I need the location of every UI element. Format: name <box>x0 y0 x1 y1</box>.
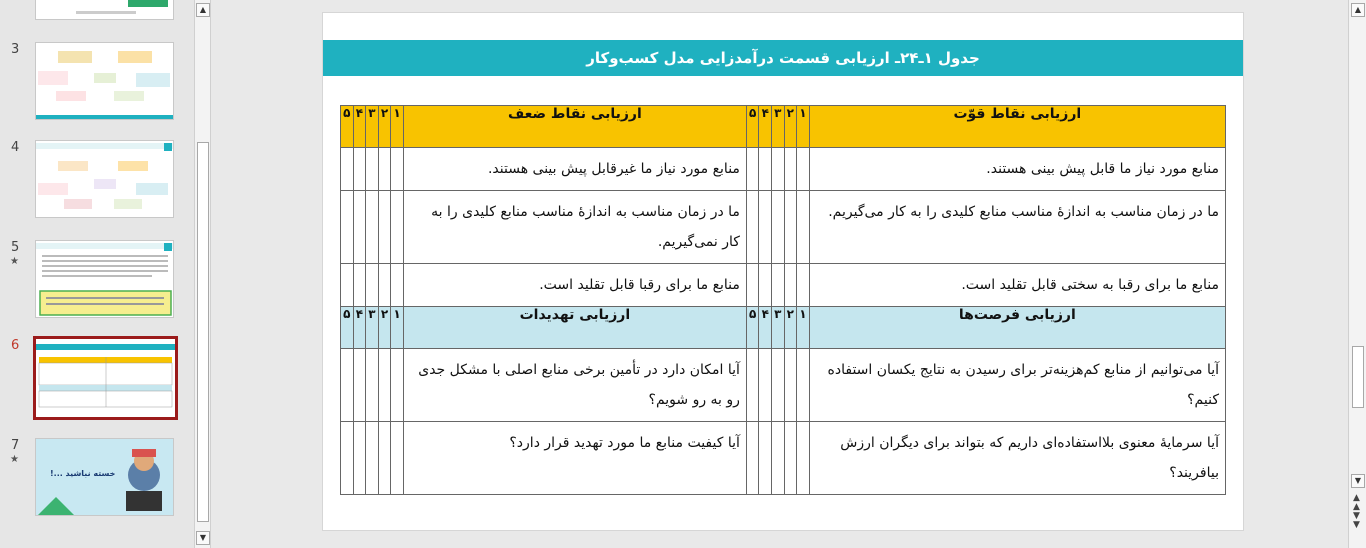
animation-star-icon: ★ <box>10 256 19 267</box>
score-cell[interactable] <box>378 349 391 422</box>
score-label: ۴ <box>353 106 366 148</box>
score-cell[interactable] <box>353 422 366 495</box>
score-cell[interactable] <box>759 422 772 495</box>
thumbnail-number: 5 <box>11 240 20 255</box>
score-cell[interactable] <box>784 349 797 422</box>
score-cell[interactable] <box>341 349 354 422</box>
strength-item: ما در زمان مناسب به اندازۀ مناسب منابع کلیدی را به کار می‌گیریم. <box>809 191 1225 264</box>
score-cell[interactable] <box>353 349 366 422</box>
score-cell[interactable] <box>391 349 404 422</box>
thumbnail-caption: خسته نباشید ...! <box>50 469 116 478</box>
slide-thumbnail-3[interactable] <box>35 42 174 120</box>
score-cell[interactable] <box>772 349 785 422</box>
thumbnail-number: 6 <box>11 338 20 353</box>
score-label: ۳ <box>366 106 379 148</box>
score-cell[interactable] <box>341 422 354 495</box>
score-cell[interactable] <box>391 191 404 264</box>
strength-item: منابع ما برای رقبا به سختی قابل تقلید است. <box>809 264 1225 307</box>
score-cell[interactable] <box>759 349 772 422</box>
table-header-row <box>341 106 1226 148</box>
score-cell[interactable] <box>378 148 391 191</box>
score-cell[interactable] <box>378 191 391 264</box>
scrollbar-thumb[interactable] <box>1352 346 1364 408</box>
score-cell[interactable] <box>353 191 366 264</box>
score-cell[interactable] <box>391 422 404 495</box>
strengths-header: ارزیابی نقاط قوّت <box>809 106 1225 148</box>
score-label: ۱ <box>797 106 810 148</box>
score-cell[interactable] <box>391 148 404 191</box>
strength-item: منابع مورد نیاز ما قابل پیش بینی هستند. <box>809 148 1225 191</box>
score-cell[interactable] <box>366 349 379 422</box>
table-row <box>341 349 1226 422</box>
slide-thumbnail-6-selected[interactable] <box>33 336 178 420</box>
scroll-up-button[interactable]: ▲ <box>196 3 210 17</box>
animation-star-icon: ★ <box>10 454 19 465</box>
opportunities-header: ارزیابی فرصت‌ها <box>809 307 1225 349</box>
next-slide-icon[interactable]: ▼ ▼ <box>1353 511 1360 530</box>
table-row <box>341 264 1226 307</box>
score-cell[interactable] <box>353 148 366 191</box>
slide-thumbnail-4[interactable] <box>35 140 174 218</box>
table-row <box>341 422 1226 495</box>
slide-title: جدول ۱ـ۲۴ـ ارزیابی قسمت درآمدزایی مدل کسب‌وکار <box>323 40 1243 76</box>
score-label: ۲ <box>378 106 391 148</box>
slide-thumbnail-7[interactable] <box>35 438 174 516</box>
score-label: ۱ <box>391 106 404 148</box>
score-cell[interactable] <box>772 148 785 191</box>
score-label: ۴ <box>759 106 772 148</box>
score-cell[interactable] <box>759 191 772 264</box>
table-header-row <box>341 307 1226 349</box>
threat-item: آیا کیفیت منابع ما مورد تهدید قرار دارد؟ <box>403 422 746 495</box>
score-cell[interactable] <box>746 191 759 264</box>
score-cell[interactable] <box>772 191 785 264</box>
score-cell[interactable] <box>784 148 797 191</box>
score-label: ۳ <box>772 307 785 349</box>
score-cell[interactable] <box>746 264 759 307</box>
slide-canvas[interactable] <box>322 12 1244 531</box>
score-cell[interactable] <box>378 264 391 307</box>
score-label: ۱ <box>797 307 810 349</box>
thumbnails-scrollbar[interactable] <box>194 0 211 548</box>
score-cell[interactable] <box>784 422 797 495</box>
evaluation-table <box>340 105 1226 495</box>
thumbnail-number: 3 <box>11 42 20 57</box>
scroll-down-button[interactable]: ▼ <box>196 531 210 545</box>
score-cell[interactable] <box>366 148 379 191</box>
score-cell[interactable] <box>759 264 772 307</box>
table-row <box>341 148 1226 191</box>
score-cell[interactable] <box>784 264 797 307</box>
weakness-item: ما در زمان مناسب به اندازۀ مناسب منابع کلیدی را به کار نمی‌گیریم. <box>403 191 746 264</box>
threat-item: آیا امکان دارد در تأمین برخی منابع اصلی با مشکل جدی رو به رو شویم؟ <box>403 349 746 422</box>
score-label: ۳ <box>772 106 785 148</box>
score-cell[interactable] <box>746 349 759 422</box>
opportunity-item: آیا می‌توانیم از منابع کم‌هزینه‌تر برای رسیدن به نتایج یکسان استفاده کنیم؟ <box>809 349 1225 422</box>
score-cell[interactable] <box>391 264 404 307</box>
score-cell[interactable] <box>797 191 810 264</box>
score-cell[interactable] <box>378 422 391 495</box>
score-label: ۳ <box>366 307 379 349</box>
score-cell[interactable] <box>353 264 366 307</box>
score-cell[interactable] <box>366 422 379 495</box>
score-cell[interactable] <box>772 422 785 495</box>
score-label: ۱ <box>391 307 404 349</box>
opportunity-item: آیا سرمایۀ معنوی بلااستفاده‌ای داریم که بتواند برای دیگران ارزش بیافریند؟ <box>809 422 1225 495</box>
score-cell[interactable] <box>366 191 379 264</box>
score-cell[interactable] <box>759 148 772 191</box>
threats-header: ارزیابی تهدیدات <box>403 307 746 349</box>
slide-thumbnails-pane[interactable] <box>0 0 194 548</box>
scrollbar-thumb[interactable] <box>197 142 209 522</box>
score-cell[interactable] <box>797 264 810 307</box>
score-label: ۵ <box>746 307 759 349</box>
score-cell[interactable] <box>366 264 379 307</box>
score-label: ۵ <box>341 307 354 349</box>
score-label: ۵ <box>341 106 354 148</box>
score-cell[interactable] <box>797 422 810 495</box>
slide-thumbnail-2[interactable] <box>35 0 174 20</box>
score-cell[interactable] <box>746 148 759 191</box>
weakness-item: منابع مورد نیاز ما غیرقابل پیش بینی هستند. <box>403 148 746 191</box>
score-cell[interactable] <box>341 264 354 307</box>
score-cell[interactable] <box>772 264 785 307</box>
slide-thumbnail-5[interactable] <box>35 240 174 318</box>
score-cell[interactable] <box>341 148 354 191</box>
score-cell[interactable] <box>746 422 759 495</box>
score-label: ۲ <box>784 106 797 148</box>
score-cell[interactable] <box>797 349 810 422</box>
score-label: ۲ <box>378 307 391 349</box>
scroll-up-button[interactable]: ▲ <box>1351 3 1365 17</box>
score-cell[interactable] <box>784 191 797 264</box>
score-cell[interactable] <box>341 191 354 264</box>
slide-editor-pane <box>214 0 1348 548</box>
weaknesses-header: ارزیابی نقاط ضعف <box>403 106 746 148</box>
score-label: ۴ <box>353 307 366 349</box>
score-label: ۲ <box>784 307 797 349</box>
weakness-item: منابع ما برای رقبا قابل تقلید است. <box>403 264 746 307</box>
score-cell[interactable] <box>797 148 810 191</box>
score-label: ۴ <box>759 307 772 349</box>
table-row <box>341 191 1226 264</box>
thumbnail-number: 4 <box>11 140 20 155</box>
score-label: ۵ <box>746 106 759 148</box>
scroll-down-button[interactable]: ▼ <box>1351 474 1365 488</box>
thumbnail-number: 7 <box>11 438 20 453</box>
editor-scrollbar[interactable] <box>1348 0 1366 548</box>
previous-slide-icon[interactable]: ▲ ▲ <box>1353 493 1360 512</box>
